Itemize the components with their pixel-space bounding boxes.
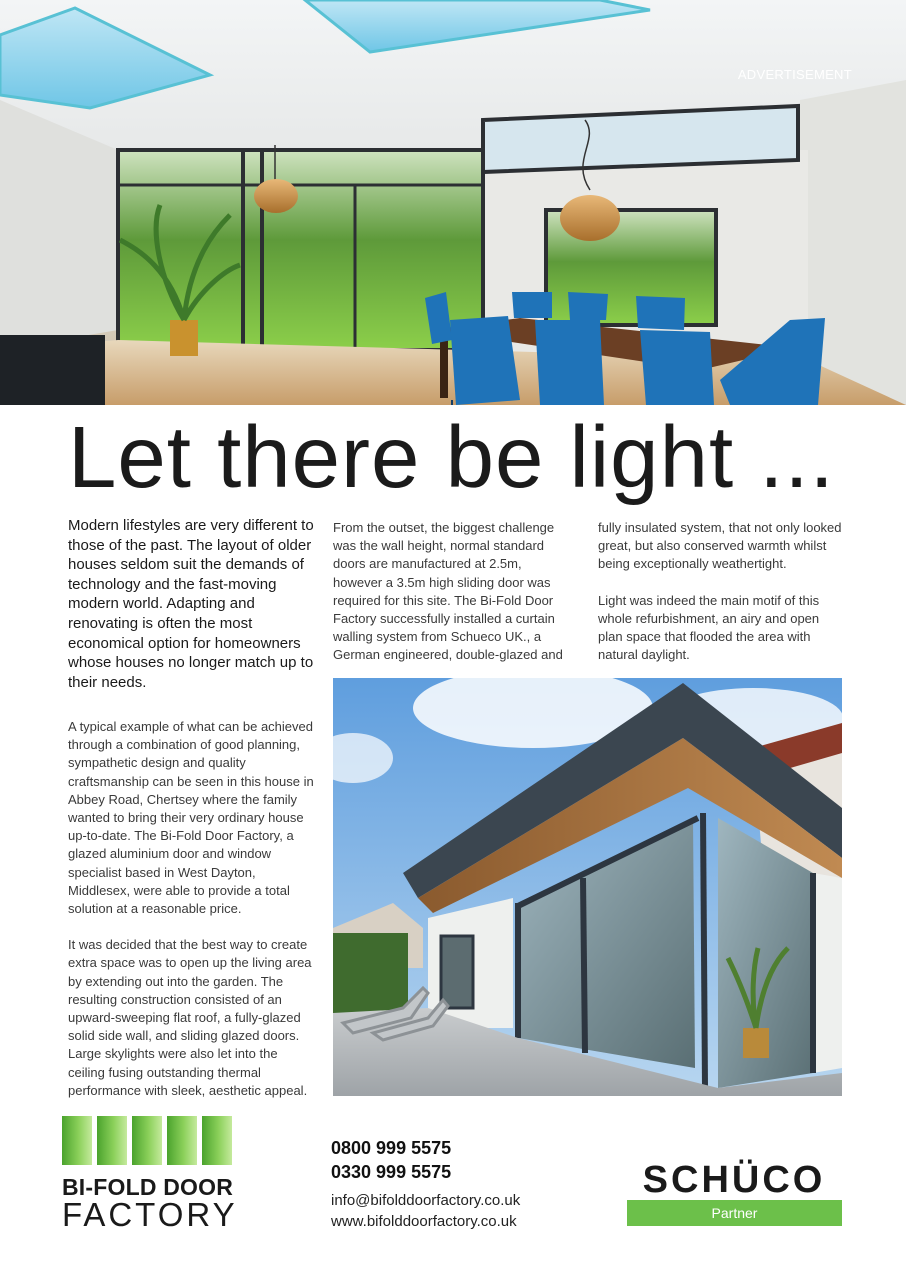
logo-bars-icon [62,1116,232,1165]
schueco-wordmark: SCHÜCO [642,1159,826,1196]
hero-photo-interior [0,0,906,405]
partner-badge: Partner [627,1200,842,1226]
body-paragraph: From the outset, the biggest challenge was the wall height, normal standard doors are manufactured at 2.5m, however a 3.5m high sliding door was required for this site. The Bi-Fold Door Factory successfully installed a curtain walling system from Schueco UK., a German engineered, double-glazed and [333,520,563,663]
logo-bar [97,1116,127,1165]
phone-number-2[interactable]: 0330 999 5575 [331,1162,452,1182]
logo-bar [132,1116,162,1165]
logo-bar [62,1116,92,1165]
body-paragraph: fully insulated system, that not only looked great, but also conserved warmth whilst being exceptionally weathertight. [598,520,842,572]
logo-bar [167,1116,197,1165]
body-paragraph: It was decided that the best way to create extra space was to open up the living area by extending out into the garden. The resulting construction consisted of an upward-sweeping flat roof, a fully-glazed solid side wall, and sliding glazed doors. Large skylights were also let into the ceiling fusing outstanding thermal performance with sleek, aesthetic appeal. [68,937,312,1098]
interior-illustration [0,0,906,405]
body-column-2 [333,519,571,683]
schueco-wordmark-icon [627,1150,842,1196]
exterior-illustration [333,678,842,1096]
intro-paragraph: Modern lifestyles are very different to those of the past. The layout of older houses seldom suit the demands of technology and the fast-moving modern world. Adapting and renovating is often the most economical option for homeowners whose houses no longer match up to their needs. [68,517,314,691]
headline: Let there be light ... [68,409,835,506]
website-link[interactable]: www.bifolddoorfactory.co.uk [331,1213,517,1230]
body-column-1 [68,718,318,1118]
advertisement-label: ADVERTISEMENT [737,67,852,82]
house-exterior-photo [333,678,842,1096]
bifold-door-factory-logo [62,1116,242,1236]
email-link[interactable]: info@bifolddoorfactory.co.uk [331,1192,521,1209]
logo-text-line1: BI-FOLD DOOR [62,1174,234,1200]
contact-block [331,1136,591,1232]
logo-text-line2: FACTORY [62,1196,238,1233]
body-paragraph: A typical example of what can be achieved through a combination of good planning, sympathetic design and quality craftsmanship can be seen in this house in Abbey Road, Chertsey where the family wanted to bring their very ordinary house up-to-date. The Bi-Fold Door Factory, a glazed aluminium door and window specialist based in West Dayton, Middlesex, were able to provide a total solution at a reasonable price. [68,719,314,917]
body-column-3 [598,519,846,682]
logo-bar [202,1116,232,1165]
schueco-partner-logo [627,1150,842,1228]
phone-number-1[interactable]: 0800 999 5575 [331,1138,452,1158]
body-paragraph: Light was indeed the main motif of this whole refurbishment, an airy and open plan space that flooded the area with natural daylight. [598,592,820,663]
